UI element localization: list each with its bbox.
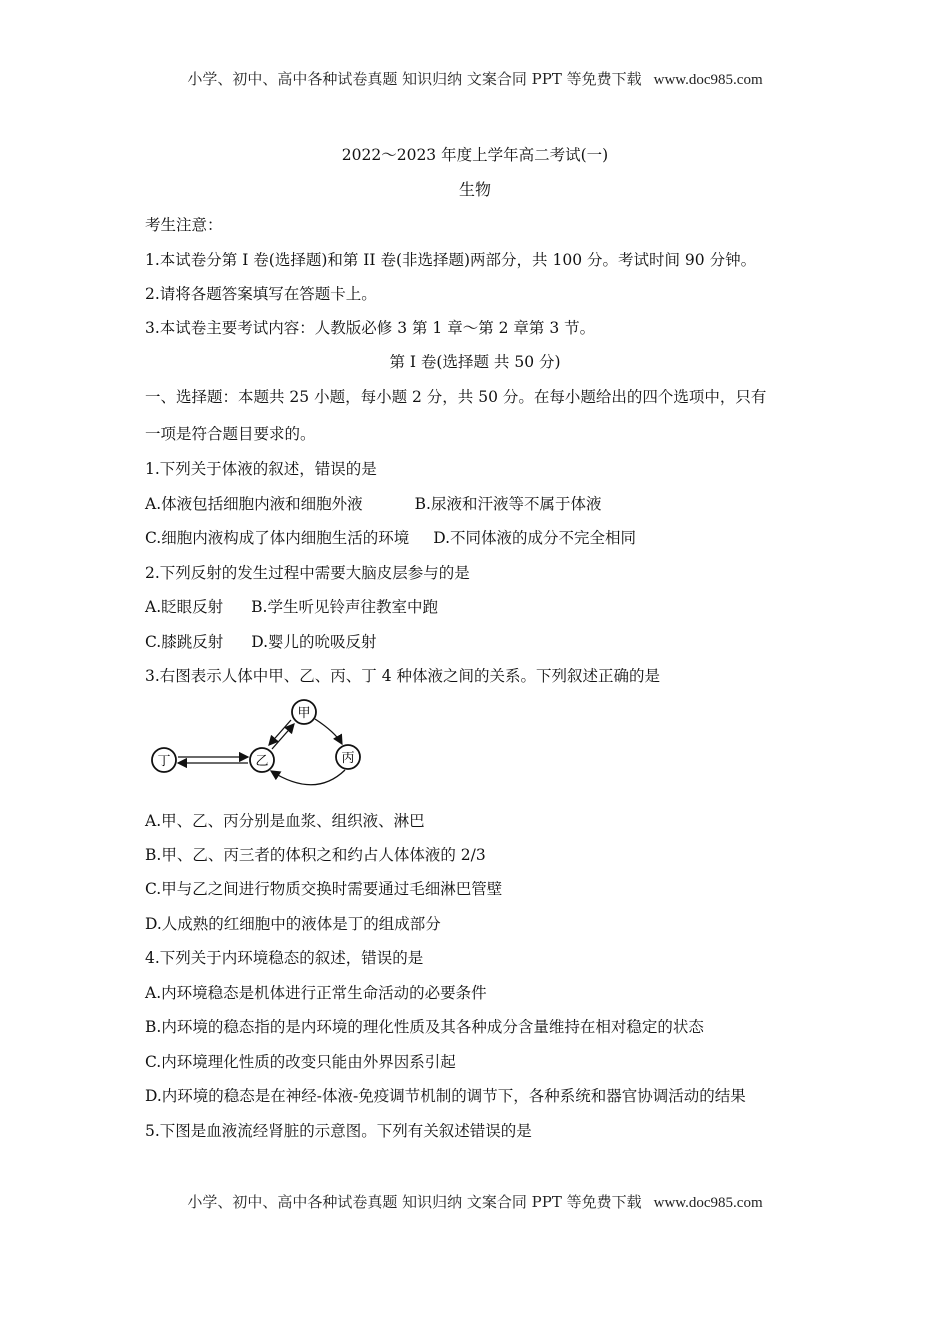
q5-stem: 5.下图是血液流经肾脏的示意图。下列有关叙述错误的是 [145, 1122, 532, 1140]
banner-text: 小学、初中、高中各种试卷真题 知识归纳 文案合同 PPT 等免费下载 [187, 70, 642, 88]
arrow-jia-to-yi [269, 720, 291, 745]
label-yi: 乙 [255, 754, 269, 769]
q2-option-c: C.膝跳反射 [145, 633, 224, 651]
body-fluid-diagram [145, 697, 375, 789]
footer-url[interactable]: www.doc985.com [653, 1195, 763, 1211]
q4-option-c: C.内环境理化性质的改变只能由外界因系引起 [145, 1053, 456, 1071]
bottom-banner [0, 1191, 950, 1212]
label-jia: 甲 [297, 706, 311, 721]
q2-option-b: B.学生听见铃声往教室中跑 [251, 598, 438, 616]
q1-options-ab [145, 494, 601, 514]
q2-stem: 2.下列反射的发生过程中需要大脑皮层参与的是 [145, 564, 470, 582]
circle-jia [292, 700, 316, 724]
exam-title: 2022～2023 年度上学年高二考试(一) [341, 146, 609, 164]
circle-bing [336, 745, 360, 769]
q3-stem: 3.右图表示人体中甲、乙、丙、丁 4 种体液之间的关系。下列叙述正确的是 [145, 667, 661, 685]
q1-option-c: C.细胞内液构成了体内细胞生活的环境 [145, 529, 410, 547]
q4-option-b: B.内环境的稳态指的是内环境的理化性质及其各种成分含量维持在相对稳定的状态 [145, 1018, 704, 1036]
notice-item-2: 2.请将各题答案填写在答题卡上。 [145, 285, 377, 303]
arrow-jia-to-bing [315, 719, 342, 744]
circle-yi [250, 748, 274, 772]
q1-option-b: B.尿液和汗液等不属于体液 [414, 495, 602, 513]
part1-instruction-1: 一、选择题：本题共 25 小题，每小题 2 分，共 50 分。在每小题给出的四个选项中，只有 [145, 388, 767, 406]
footer-text: 小学、初中、高中各种试卷真题 知识归纳 文案合同 PPT 等免费下载 [187, 1193, 642, 1211]
arrow-yi-to-jia [272, 724, 294, 749]
q4-stem: 4.下列关于内环境稳态的叙述，错误的是 [145, 949, 424, 967]
q3-option-a: A.甲、乙、丙分别是血浆、组织液、淋巴 [145, 812, 425, 830]
q3-option-d: D.人成熟的红细胞中的液体是丁的组成部分 [145, 915, 441, 933]
q2-options-cd [145, 632, 377, 652]
banner-url[interactable]: www.doc985.com [653, 72, 763, 88]
q1-options-cd [145, 528, 636, 548]
q1-option-d: D.不同体液的成分不完全相同 [433, 529, 637, 547]
arrow-bing-to-yi [271, 770, 345, 785]
q4-option-d: D.内环境的稳态是在神经-体液-免疫调节机制的调节下，各种系统和器官协调活动的结果 [145, 1087, 746, 1105]
label-bing: 丙 [341, 751, 355, 766]
exam-subject: 生物 [458, 180, 491, 199]
q2-options-ab [145, 597, 438, 617]
q2-option-d: D.婴儿的吮吸反射 [251, 633, 377, 651]
q4-option-a: A.内环境稳态是机体进行正常生命活动的必要条件 [145, 984, 487, 1002]
part1-instruction-2: 一项是符合题目要求的。 [145, 425, 316, 443]
circle-ding [152, 748, 176, 772]
q1-stem: 1.下列关于体液的叙述，错误的是 [145, 460, 377, 478]
notice-item-1: 1.本试卷分第 I 卷(选择题)和第 II 卷(非选择题)两部分，共 100 分。考试时间 90 分钟。 [145, 251, 757, 269]
label-ding: 丁 [157, 754, 171, 769]
part1-title: 第 I 卷(选择题 共 50 分) [389, 353, 561, 371]
q3-option-c: C.甲与乙之间进行物质交换时需要通过毛细淋巴管壁 [145, 880, 503, 898]
q1-option-a: A.体液包括细胞内液和细胞外液 [145, 495, 363, 513]
notice-heading: 考生注意： [145, 216, 223, 234]
q3-option-b: B.甲、乙、丙三者的体积之和约占人体体液的 2/3 [145, 846, 486, 864]
notice-item-3: 3.本试卷主要考试内容：人教版必修 3 第 1 章～第 2 章第 3 节。 [145, 319, 596, 337]
top-banner [0, 68, 950, 89]
q2-option-a: A.眨眼反射 [145, 598, 224, 616]
